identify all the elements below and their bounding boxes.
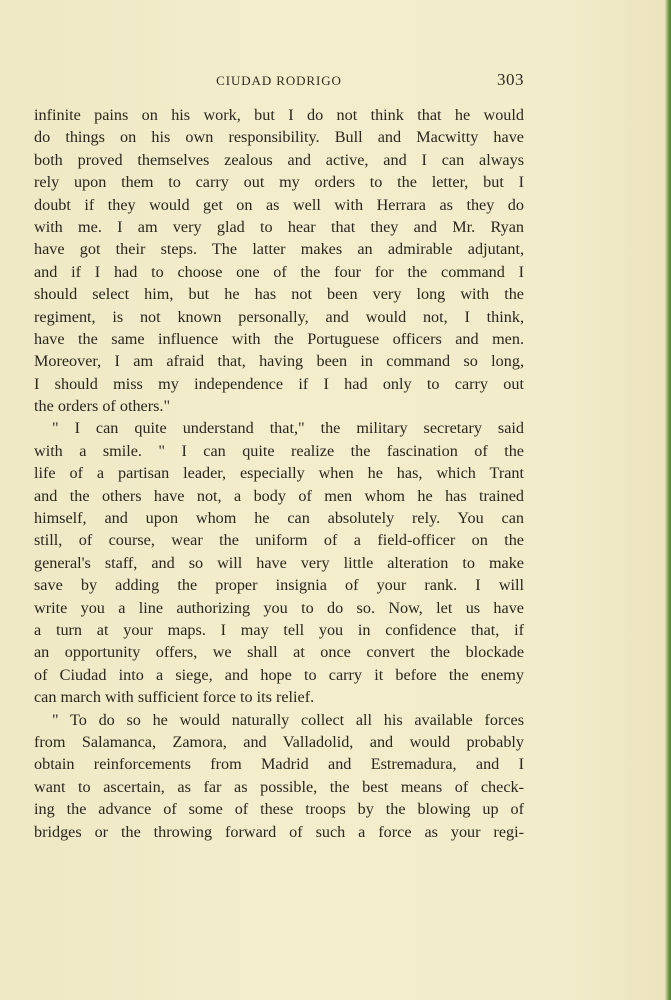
running-head [34, 70, 524, 94]
text-line: do things on his own responsibility. Bull and Macwitty have [34, 128, 524, 147]
text-line: the orders of others." [34, 397, 171, 416]
text-line: and if I had to choose one of the four for the command I [34, 262, 524, 281]
text-line: doubt if they would get on as well with Herrara as they do [34, 195, 524, 214]
text-line: have got their steps. The latter makes an admirable adjutant, [34, 240, 524, 259]
running-title: CIUDAD RODRIGO [216, 73, 342, 88]
text-line: still, of course, wear the uniform of a field-officer on the [34, 531, 524, 550]
text-line: want to ascertain, as far as possible, the best means of check- [34, 777, 524, 796]
text-line: can march with sufficient force to its relief. [34, 688, 315, 707]
text-line: infinite pains on his work, but I do not think that he would [34, 106, 524, 124]
text-line: obtain reinforcements from Madrid and Estremadura, and I [34, 755, 524, 774]
text-line: regiment, is not known personally, and would not, I think, [34, 307, 524, 326]
text-line: an opportunity offers, we shall at once convert the blockade [34, 643, 524, 662]
text-line: and the others have not, a body of men whom he has trained [34, 486, 524, 505]
text-line: from Salamanca, Zamora, and Valladolid, and would probably [34, 732, 524, 751]
text-line: with me. I am very glad to hear that they and Mr. Ryan [34, 217, 524, 236]
text-line: a turn at your maps. I may tell you in confidence that, if [34, 620, 524, 639]
body-text [34, 104, 524, 843]
text-line: general's staff, and so will have very little alteration to make [34, 553, 524, 572]
text-line: himself, and upon whom he can absolutely rely. You can [34, 509, 524, 528]
text-line: save by adding the proper insignia of your rank. I will [34, 576, 524, 595]
text-line: life of a partisan leader, especially when he has, which Trant [34, 464, 524, 483]
text-line: both proved themselves zealous and active, and I can always [34, 150, 524, 169]
text-line: ing the advance of some of these troops by the blowing up of [34, 800, 524, 819]
text-line: I should miss my independence if I had only to carry out [34, 374, 524, 393]
text-line: of Ciudad into a siege, and hope to carry it before the enemy [34, 665, 524, 684]
page-edge [665, 0, 671, 1000]
text-line: " I can quite understand that," the military secretary said [52, 419, 524, 438]
text-line: have the same influence with the Portuguese officers and men. [34, 329, 524, 348]
text-line: write you a line authorizing you to do so. Now, let us have [34, 598, 524, 617]
text-line: " To do so he would naturally collect all his available forces [52, 710, 524, 729]
text-line: rely upon them to carry out my orders to the letter, but I [34, 173, 524, 192]
text-line: should select him, but he has not been very long with the [34, 285, 524, 304]
page-number: 303 [497, 70, 524, 89]
text-line: with a smile. " I can quite realize the fascination of the [34, 441, 524, 460]
text-line: bridges or the throwing forward of such a force as your regi- [34, 822, 524, 841]
text-line: Moreover, I am afraid that, having been in command so long, [34, 352, 524, 371]
